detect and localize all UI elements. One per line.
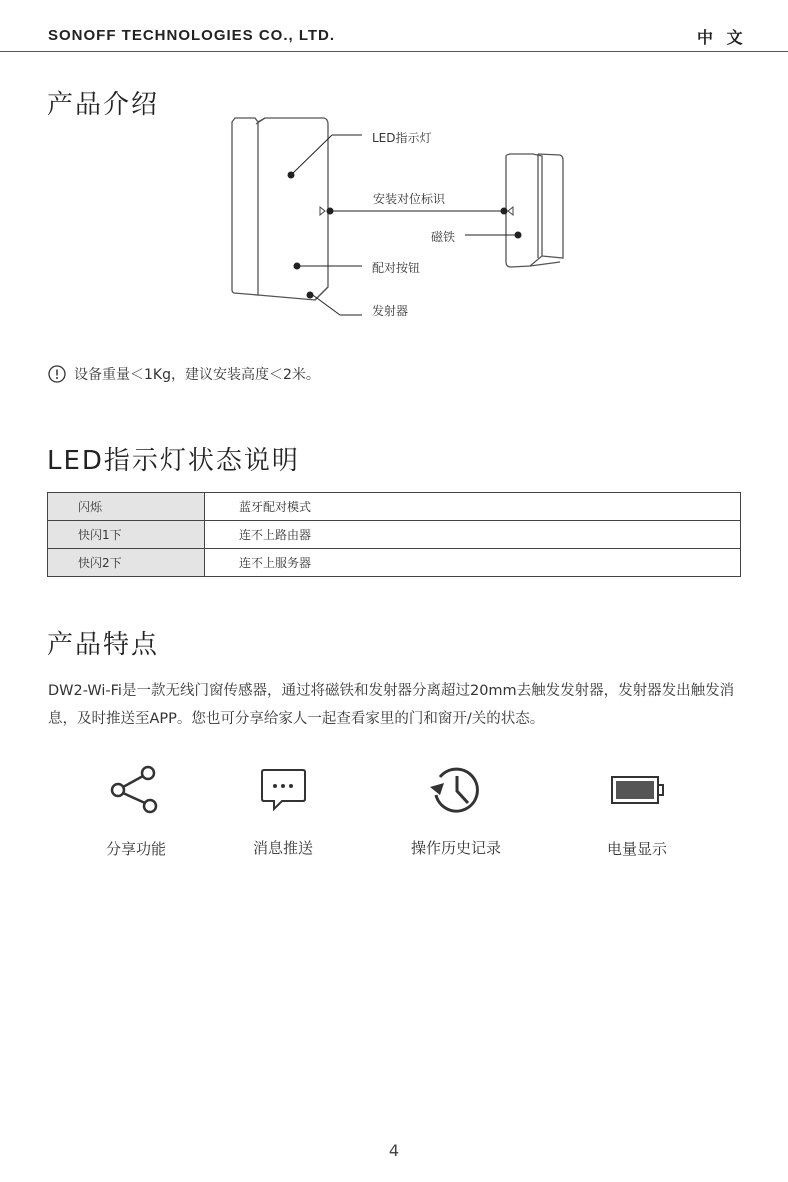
feature-share: 分享功能 [105,840,166,858]
warning-icon [48,365,66,383]
features-title: 产品特点 [47,630,160,660]
label-align-mark: 安装对位标识 [373,192,446,206]
history-icon [428,765,484,817]
features-description: DW2-Wi-Fi是一款无线门窗传感器，通过将磁铁和发射器分离超过20mm去触发发射器，发射器发出触发消息，及时推送至APP。您也可分享给家人一起查看家里的门和窗开/关的状态。 [48,683,735,727]
share-icon [108,765,164,817]
feature-message: 消息推送 [252,839,313,857]
table-row [48,521,741,549]
battery-icon [610,775,666,805]
led-status-table [47,492,741,577]
led-meaning: 连不上服务器 [205,549,741,577]
language-label: 中 文 [697,28,747,47]
led-title: LED指示灯状态说明 [47,446,300,476]
led-meaning: 连不上路由器 [205,521,741,549]
led-state: 闪烁 [48,493,205,521]
page-number: 4 [388,1141,400,1160]
feature-battery: 电量显示 [606,840,667,858]
led-meaning: 蓝牙配对模式 [205,493,741,521]
header-divider [0,51,788,52]
message-icon [260,767,308,813]
intro-title: 产品介绍 [47,90,160,120]
led-state: 快闪2下 [48,549,205,577]
table-row [48,549,741,577]
note-text: 设备重量＜1Kg，建议安装高度＜2米。 [74,367,320,383]
feature-history: 操作历史记录 [410,839,501,857]
led-state: 快闪1下 [48,521,205,549]
label-transmitter: 发射器 [372,304,409,318]
table-row [48,493,741,521]
weight-note [48,364,320,384]
label-led: LED指示灯 [372,131,432,145]
company-name: SONOFF TECHNOLOGIES CO., LTD. [48,27,336,44]
label-pair-button: 配对按钮 [372,261,421,275]
label-magnet: 磁铁 [431,230,456,244]
